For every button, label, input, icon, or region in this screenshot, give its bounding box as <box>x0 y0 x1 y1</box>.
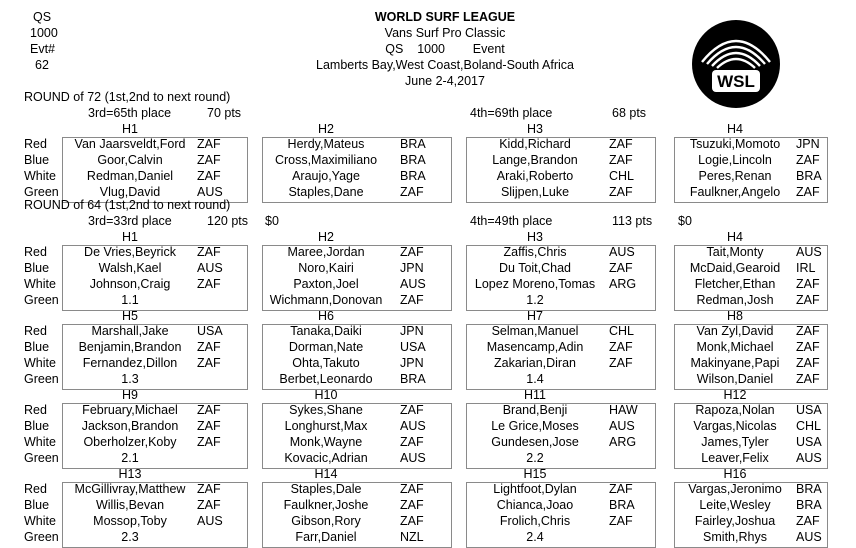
heat-seed: 2.1 <box>121 450 139 465</box>
round-title: ROUND of 72 (1st,2nd to next round) <box>24 90 231 104</box>
surfer-name: Redman,Josh <box>696 292 774 307</box>
surfer-name: Johnson,Craig <box>89 277 171 291</box>
surfer-name: McDaid,Gearoid <box>689 261 781 276</box>
surfer-country: BRA <box>796 169 822 183</box>
surfer-country: ZAF <box>197 340 221 355</box>
surfer-country: ZAF <box>796 356 820 370</box>
event-dates: June 2-4,2017 <box>405 74 485 88</box>
surfer-country: BRA <box>796 482 822 497</box>
surfer-country: ZAF <box>197 137 221 152</box>
surfer-name: Zaffis,Chris <box>503 245 567 260</box>
surfer-country: ZAF <box>197 153 221 168</box>
surfer-name: Staples,Dane <box>288 184 364 199</box>
surfer-name: Leaver,Felix <box>701 450 769 465</box>
heat-label: H15 <box>523 466 547 481</box>
surfer-name: James,Tyler <box>701 435 769 449</box>
surfer-country: ZAF <box>796 340 820 355</box>
heat-label: H2 <box>318 121 334 136</box>
surfer-country: ZAF <box>197 403 221 418</box>
surfer-country: AUS <box>197 514 223 528</box>
surfer-name: Herdy,Mateus <box>287 137 365 152</box>
surfer-country: AUS <box>400 419 426 434</box>
heat-label: H5 <box>122 308 138 323</box>
surfer-country: AUS <box>197 184 223 199</box>
surfer-name: Berbet,Leonardo <box>279 371 373 386</box>
heat-label: H13 <box>118 466 142 481</box>
surfer-name: Dorman,Nate <box>288 340 364 355</box>
surfer-country: ZAF <box>796 184 820 199</box>
surfer-country: JPN <box>400 324 424 339</box>
surfer-name: Rapoza,Nolan <box>695 403 775 418</box>
event-number: 62 <box>35 58 49 72</box>
surfer-name: Araki,Roberto <box>496 169 574 183</box>
surfer-country: ZAF <box>197 245 221 260</box>
surfer-country: BRA <box>400 137 426 152</box>
qs-label: QS <box>33 10 52 24</box>
surfer-country: BRA <box>609 498 635 513</box>
surfer-country: JPN <box>400 261 424 276</box>
surfer-country: CHL <box>796 419 822 434</box>
heat-label: H12 <box>723 387 747 402</box>
surfer-country: ZAF <box>400 514 424 528</box>
surfer-name: Goor,Calvin <box>97 153 163 168</box>
jersey-color-label: Blue <box>24 340 50 355</box>
surfer-country: AUS <box>609 245 635 260</box>
surfer-country: NZL <box>400 529 424 544</box>
surfer-country: ZAF <box>197 419 221 434</box>
surfer-country: ZAF <box>796 371 820 386</box>
surfer-name: Logie,Lincoln <box>698 153 772 168</box>
surfer-country: ZAF <box>197 277 221 291</box>
jersey-color-label: Red <box>24 137 47 152</box>
heat-label: H9 <box>122 387 138 402</box>
surfer-country: ZAF <box>400 498 424 513</box>
surfer-country: AUS <box>400 277 426 291</box>
fourth-place-label: 4th=49th place <box>470 213 553 228</box>
surfer-name: De Vries,Beyrick <box>84 245 176 260</box>
surfer-name: Vargas,Nicolas <box>693 419 777 434</box>
third-place-label: 3rd=33rd place <box>88 213 172 228</box>
fourth-place-prize: $0 <box>678 213 692 228</box>
surfer-country: USA <box>796 403 822 418</box>
jersey-color-label: White <box>24 356 56 370</box>
fourth-place-label: 4th=69th place <box>470 105 553 120</box>
surfer-country: ZAF <box>400 245 424 260</box>
surfer-country: JPN <box>796 137 820 152</box>
surfer-country: ZAF <box>400 184 424 199</box>
surfer-country: ZAF <box>609 482 633 497</box>
surfer-name: Vlug,David <box>99 184 161 199</box>
surfer-name: Vargas,Jeronimo <box>688 482 782 497</box>
surfer-name: Gibson,Rory <box>291 514 361 528</box>
surfer-name: Le Grice,Moses <box>491 419 579 434</box>
surfer-name: Willis,Bevan <box>95 498 165 513</box>
heat-label: H11 <box>523 387 547 402</box>
surfer-name: February,Michael <box>82 403 178 418</box>
jersey-color-label: Red <box>24 403 47 418</box>
surfer-country: BRA <box>400 153 426 168</box>
heat-seed: 1.2 <box>526 292 544 307</box>
surfer-country: AUS <box>400 450 426 465</box>
heat-seed: 1.1 <box>121 292 139 307</box>
surfer-name: Faulkner,Angelo <box>689 184 781 199</box>
surfer-name: Lopez Moreno,Tomas <box>474 277 596 291</box>
surfer-name: Benjamin,Brandon <box>78 340 182 355</box>
event-grade: QS 1000 Event <box>385 42 505 56</box>
surfer-country: ZAF <box>197 435 221 449</box>
surfer-country: ZAF <box>197 169 221 183</box>
surfer-name: Gundesen,Jose <box>491 435 579 449</box>
surfer-name: Noro,Kairi <box>298 261 354 276</box>
surfer-name: Mossop,Toby <box>93 514 167 528</box>
surfer-name: Du Toit,Chad <box>498 261 572 276</box>
jersey-color-label: Blue <box>24 153 50 168</box>
surfer-country: ZAF <box>609 356 633 370</box>
surfer-name: Brand,Benji <box>502 403 568 418</box>
page-title: WORLD SURF LEAGUE <box>374 10 516 24</box>
jersey-color-label: White <box>24 169 56 183</box>
surfer-country: ZAF <box>609 340 633 355</box>
surfer-name: Longhurst,Max <box>284 419 368 434</box>
surfer-name: Van Zyl,David <box>696 324 774 339</box>
surfer-country: ARG <box>609 277 637 291</box>
surfer-country: USA <box>796 435 822 449</box>
surfer-name: Oberholzer,Koby <box>83 435 177 449</box>
jersey-color-label: Green <box>24 292 59 307</box>
surfer-country: ZAF <box>609 153 633 168</box>
surfer-name: Tsuzuki,Momoto <box>689 137 781 152</box>
surfer-name: Farr,Daniel <box>295 529 357 544</box>
surfer-country: ZAF <box>796 514 820 528</box>
third-place-prize: $0 <box>265 213 279 228</box>
surfer-country: AUS <box>609 419 635 434</box>
jersey-color-label: Green <box>24 371 59 386</box>
third-place-label: 3rd=65th place <box>88 105 172 120</box>
jersey-color-label: White <box>24 514 56 528</box>
surfer-name: Makinyane,Papi <box>690 356 780 370</box>
surfer-country: ZAF <box>609 137 633 152</box>
surfer-name: Paxton,Joel <box>293 277 359 291</box>
surfer-country: ZAF <box>400 403 424 418</box>
surfer-country: AUS <box>796 450 822 465</box>
surfer-name: Walsh,Kael <box>98 261 162 276</box>
surfer-name: Marshall,Jake <box>91 324 169 339</box>
svg-text:WSL: WSL <box>717 72 755 91</box>
jersey-color-label: Green <box>24 529 59 544</box>
surfer-name: Staples,Dale <box>290 482 362 497</box>
heat-seed: 1.3 <box>121 371 139 386</box>
surfer-country: ZAF <box>400 435 424 449</box>
heat-label: H16 <box>723 466 747 481</box>
surfer-name: Wilson,Daniel <box>696 371 774 386</box>
heat-label: H4 <box>727 121 743 136</box>
surfer-country: ZAF <box>609 184 633 199</box>
event-name: Vans Surf Pro Classic <box>384 26 506 40</box>
surfer-country: USA <box>400 340 426 355</box>
surfer-name: Jackson,Brandon <box>81 419 179 434</box>
qs-points: 1000 <box>30 26 58 40</box>
surfer-name: McGillivray,Matthew <box>74 482 186 497</box>
surfer-name: Faulkner,Joshe <box>283 498 369 513</box>
surfer-name: Selman,Manuel <box>491 324 579 339</box>
jersey-color-label: Green <box>24 450 59 465</box>
surfer-country: ZAF <box>400 482 424 497</box>
heat-label: H1 <box>122 229 138 244</box>
third-place-points: 120 pts <box>207 213 249 228</box>
heat-label: H3 <box>527 229 543 244</box>
heat-seed: 2.3 <box>121 529 139 544</box>
jersey-color-label: Blue <box>24 498 50 513</box>
fourth-place-points: 113 pts <box>612 213 653 228</box>
heat-label: H8 <box>727 308 743 323</box>
surfer-country: JPN <box>400 356 424 370</box>
wsl-logo-icon <box>690 18 782 110</box>
jersey-color-label: White <box>24 277 56 291</box>
heat-seed: 1.4 <box>526 371 544 386</box>
surfer-country: ZAF <box>609 261 633 276</box>
surfer-country: IRL <box>796 261 816 276</box>
surfer-country: BRA <box>400 371 426 386</box>
surfer-country: BRA <box>796 498 822 513</box>
surfer-country: ZAF <box>197 356 221 370</box>
surfer-name: Tanaka,Daiki <box>290 324 362 339</box>
surfer-name: Chianca,Joao <box>496 498 574 513</box>
surfer-name: Ohta,Takuto <box>292 356 360 370</box>
surfer-country: BRA <box>400 169 426 183</box>
fourth-place-points: 68 pts <box>612 105 647 120</box>
heat-label: H7 <box>527 308 543 323</box>
jersey-color-label: Blue <box>24 419 50 434</box>
surfer-name: Leite,Wesley <box>699 498 771 513</box>
surfer-name: Sykes,Shane <box>289 403 363 418</box>
surfer-country: USA <box>197 324 223 339</box>
jersey-color-label: Red <box>24 324 47 339</box>
heat-label: H2 <box>318 229 334 244</box>
surfer-country: ZAF <box>400 292 424 307</box>
event-location: Lamberts Bay,West Coast,Boland-South Africa <box>316 58 574 72</box>
surfer-country: ZAF <box>197 498 221 513</box>
jersey-color-label: Red <box>24 245 47 260</box>
heat-seed: 2.2 <box>526 450 544 465</box>
surfer-country: ZAF <box>796 277 820 291</box>
surfer-country: ZAF <box>796 153 820 168</box>
jersey-color-label: Red <box>24 482 47 497</box>
surfer-name: Lightfoot,Dylan <box>493 482 577 497</box>
surfer-name: Wichmann,Donovan <box>269 292 383 307</box>
surfer-name: Tait,Monty <box>706 245 764 260</box>
surfer-country: ZAF <box>796 292 820 307</box>
jersey-color-label: White <box>24 435 56 449</box>
surfer-country: ZAF <box>197 482 221 497</box>
event-number-label: Evt# <box>30 42 56 56</box>
surfer-name: Maree,Jordan <box>287 245 365 260</box>
heat-label: H3 <box>527 121 543 136</box>
surfer-name: Kidd,Richard <box>499 137 571 152</box>
surfer-name: Peres,Renan <box>698 169 772 183</box>
surfer-name: Fletcher,Ethan <box>694 277 776 291</box>
surfer-name: Fernandez,Dillon <box>82 356 178 370</box>
surfer-name: Smith,Rhys <box>703 529 767 544</box>
surfer-name: Kovacic,Adrian <box>284 450 368 465</box>
surfer-country: HAW <box>609 403 638 418</box>
surfer-name: Frolich,Chris <box>499 514 571 528</box>
surfer-country: ZAF <box>609 514 633 528</box>
surfer-name: Monk,Michael <box>696 340 774 355</box>
jersey-color-label: Blue <box>24 261 50 276</box>
surfer-country: CHL <box>609 324 635 339</box>
heat-seed: 2.4 <box>526 529 544 544</box>
heat-label: H6 <box>318 308 334 323</box>
surfer-name: Fairley,Joshua <box>694 514 776 528</box>
surfer-country: AUS <box>796 529 822 544</box>
surfer-name: Monk,Wayne <box>289 435 363 449</box>
surfer-country: ARG <box>609 435 637 449</box>
heat-label: H14 <box>314 466 338 481</box>
surfer-name: Cross,Maximiliano <box>274 153 378 168</box>
heat-label: H10 <box>314 387 338 402</box>
surfer-country: AUS <box>796 245 822 260</box>
third-place-points: 70 pts <box>207 105 242 120</box>
surfer-name: Lange,Brandon <box>492 153 578 168</box>
surfer-country: CHL <box>609 169 635 183</box>
surfer-country: AUS <box>197 261 223 276</box>
surfer-country: ZAF <box>796 324 820 339</box>
jersey-color-label: Green <box>24 184 59 199</box>
surfer-name: Zakarian,Diran <box>494 356 576 370</box>
surfer-name: Van Jaarsveldt,Ford <box>74 137 186 152</box>
surfer-name: Redman,Daniel <box>86 169 174 183</box>
surfer-name: Masencamp,Adin <box>486 340 584 355</box>
round-title: ROUND of 64 (1st,2nd to next round) <box>24 198 231 212</box>
surfer-name: Slijpen,Luke <box>500 184 570 199</box>
heat-label: H1 <box>122 121 138 136</box>
heat-label: H4 <box>727 229 743 244</box>
surfer-name: Araujo,Yage <box>292 169 360 183</box>
